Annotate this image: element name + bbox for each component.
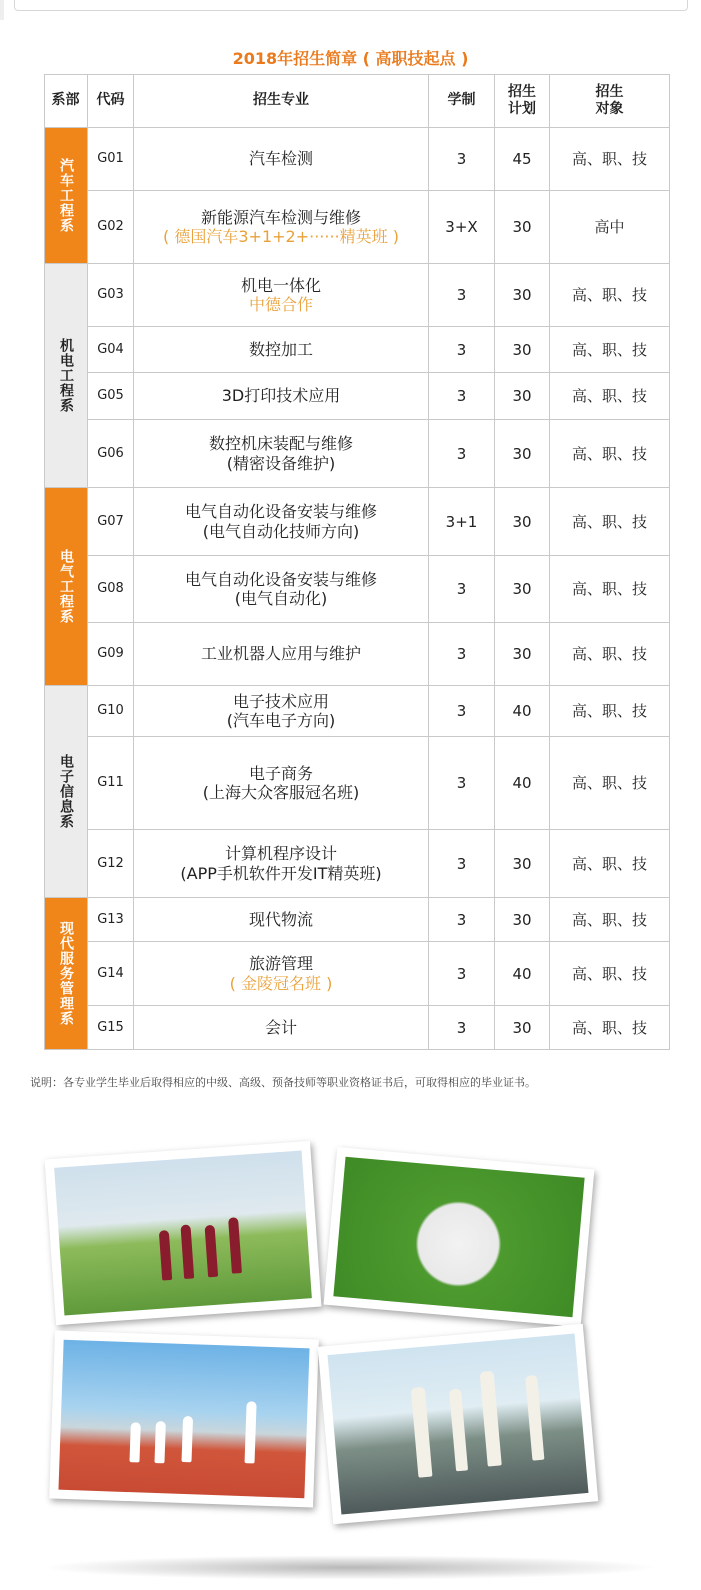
row-8-target: [550, 556, 670, 623]
row-12-code: [88, 830, 134, 898]
dept-4: [45, 686, 88, 898]
target-text: 高、职、技: [571, 512, 647, 531]
major-subtitle: ( 金陵冠名班 ): [229, 973, 333, 993]
plan-text: 30: [512, 580, 532, 598]
footnote: 说明：各专业学生毕业后取得相应的中级、高级、预备技师等职业资格证书后，可取得相应的毕业证书。: [30, 1076, 536, 1089]
years-text: 3: [456, 964, 467, 983]
row-6-target: [550, 420, 670, 488]
row-11-code: [88, 737, 134, 830]
code-text: G15: [97, 1019, 124, 1035]
major-text: 电气自动化设备安装与维修: [184, 502, 377, 522]
target-text: 高、职、技: [571, 286, 647, 304]
target-text: 高、职、技: [571, 1018, 647, 1037]
years-text: 3: [456, 580, 467, 598]
major-text: 机电一体化: [240, 275, 321, 295]
years-text: 3+X: [445, 218, 478, 236]
years-text: 3+1: [445, 512, 478, 531]
major-subtitle: (APP手机软件开发IT精英班): [180, 863, 382, 883]
major-subtitle: (汽车电子方向): [226, 711, 336, 730]
row-9-major: [134, 623, 429, 686]
row-10-major: [134, 686, 429, 737]
code-text: G05: [97, 388, 124, 404]
dept-label: 现代服务管理系: [58, 921, 74, 1026]
row-14-years: [429, 942, 495, 1006]
major-subtitle: (电气自动化技师方向): [202, 521, 360, 541]
target-text: 高、职、技: [571, 910, 647, 929]
row-15-major: [134, 1006, 429, 1050]
row-5-major: [134, 373, 429, 420]
target-text: 高、职、技: [571, 580, 647, 598]
years-text: 3: [456, 150, 467, 168]
major-text: 3D打印技术应用: [221, 386, 341, 406]
code-text: G07: [97, 513, 124, 529]
left-edge: [0, 0, 4, 20]
row-4-major: [134, 327, 429, 373]
years-text: 3: [456, 854, 467, 873]
photo-students-campus: [318, 1324, 599, 1525]
header-label: 招生专业: [253, 92, 309, 109]
years-text: 3: [456, 702, 467, 720]
row-12-major: [134, 830, 429, 898]
plan-text: 30: [512, 1018, 532, 1037]
row-1-plan: [495, 128, 550, 191]
row-1-code: [88, 128, 134, 191]
row-1-target: [550, 128, 670, 191]
row-10-years: [429, 686, 495, 737]
code-text: G04: [97, 341, 124, 357]
header-label: 招生对象: [595, 83, 624, 117]
major-subtitle: (精密设备维护): [226, 453, 336, 473]
row-8-major: [134, 556, 429, 623]
plan-text: 40: [512, 774, 532, 792]
row-14-code: [88, 942, 134, 1006]
target-text: 高、职、技: [571, 645, 647, 663]
row-3-target: [550, 264, 670, 327]
plan-text: 30: [512, 854, 532, 873]
row-14-major: [134, 942, 429, 1006]
plan-text: 45: [512, 150, 532, 168]
row-2-major: [134, 191, 429, 264]
years-text: 3: [456, 774, 467, 792]
major-subtitle: ( 德国汽车3+1+2+······精英班 ): [163, 227, 399, 246]
major-text: 现代物流: [248, 909, 313, 929]
dept-2: [45, 264, 88, 488]
major-text: 工业机器人应用与维护: [200, 644, 361, 664]
dept-5: [45, 898, 88, 1050]
row-2-plan: [495, 191, 550, 264]
code-text: G02: [97, 219, 124, 235]
row-14-target: [550, 942, 670, 1006]
row-9-plan: [495, 623, 550, 686]
row-15-plan: [495, 1006, 550, 1050]
row-9-code: [88, 623, 134, 686]
plan-text: 30: [512, 645, 532, 663]
page-title: 2018年招生简章 ( 高职技起点 ): [232, 49, 469, 68]
major-text: 会计: [264, 1017, 297, 1037]
target-text: 高、职、技: [571, 150, 647, 168]
major-text: 计算机程序设计: [224, 844, 337, 864]
row-2-target: [550, 191, 670, 264]
row-11-target: [550, 737, 670, 830]
row-12-years: [429, 830, 495, 898]
dept-label: 电子信息系: [58, 754, 74, 829]
header-dept: [44, 74, 88, 128]
header-plan: [495, 74, 550, 128]
header-label: 学制: [447, 92, 476, 109]
row-13-plan: [495, 898, 550, 942]
code-text: G01: [97, 151, 124, 167]
row-2-years: [429, 191, 495, 264]
row-10-target: [550, 686, 670, 737]
photo-students-walking: [45, 1141, 322, 1325]
major-text: 数控机床装配与维修: [208, 434, 353, 454]
years-text: 3: [456, 1018, 467, 1037]
plan-text: 30: [512, 444, 532, 463]
row-13-years: [429, 898, 495, 942]
row-15-code: [88, 1006, 134, 1050]
major-text: 电子技术应用: [232, 691, 329, 711]
dept-label: 汽车工程系: [58, 158, 74, 233]
row-3-code: [88, 264, 134, 327]
row-7-target: [550, 488, 670, 556]
major-text: 电气自动化设备安装与维修: [184, 569, 377, 589]
code-text: G08: [97, 581, 124, 597]
code-text: G11: [97, 775, 124, 791]
plan-text: 30: [512, 387, 532, 405]
target-text: 高、职、技: [571, 774, 647, 792]
header-label: 代码: [96, 92, 125, 109]
plan-text: 40: [512, 964, 532, 983]
row-7-major: [134, 488, 429, 556]
years-text: 3: [456, 340, 467, 359]
row-15-years: [429, 1006, 495, 1050]
row-3-plan: [495, 264, 550, 327]
code-text: G10: [97, 703, 124, 719]
row-3-years: [429, 264, 495, 327]
header-label: 招生计划: [507, 83, 536, 117]
row-5-years: [429, 373, 495, 420]
dept-label: 机电工程系: [58, 338, 74, 413]
row-1-major: [134, 128, 429, 191]
row-2-code: [88, 191, 134, 264]
target-text: 高中: [594, 218, 625, 236]
row-8-code: [88, 556, 134, 623]
code-text: G03: [97, 287, 124, 303]
row-5-code: [88, 373, 134, 420]
code-text: G13: [97, 911, 124, 927]
top-card-edge: [14, 0, 688, 11]
row-9-target: [550, 623, 670, 686]
years-text: 3: [456, 645, 467, 663]
row-6-years: [429, 420, 495, 488]
row-6-major: [134, 420, 429, 488]
row-10-code: [88, 686, 134, 737]
target-text: 高、职、技: [571, 387, 647, 405]
major-subtitle: 中德合作: [248, 295, 313, 314]
row-6-code: [88, 420, 134, 488]
target-text: 高、职、技: [571, 340, 647, 359]
photo-students-lying-grass: [324, 1147, 595, 1327]
row-15-target: [550, 1006, 670, 1050]
header-years: [429, 74, 495, 128]
header-major: [134, 74, 429, 128]
major-text: 电子商务: [248, 763, 313, 783]
row-9-years: [429, 623, 495, 686]
major-subtitle: (上海大众客服冠名班): [202, 783, 360, 802]
plan-text: 30: [512, 512, 532, 531]
row-4-years: [429, 327, 495, 373]
years-text: 3: [456, 910, 467, 929]
row-4-plan: [495, 327, 550, 373]
row-8-years: [429, 556, 495, 623]
row-12-target: [550, 830, 670, 898]
code-text: G09: [97, 646, 124, 662]
major-text: 新能源汽车检测与维修: [200, 207, 361, 227]
years-text: 3: [456, 444, 467, 463]
header-target: [550, 74, 670, 128]
row-11-years: [429, 737, 495, 830]
photo-students-running-track: [49, 1330, 319, 1507]
row-13-major: [134, 898, 429, 942]
target-text: 高、职、技: [571, 702, 647, 720]
dept-3: [45, 488, 88, 686]
code-text: G12: [97, 855, 124, 871]
plan-text: 30: [512, 910, 532, 929]
years-text: 3: [456, 387, 467, 405]
target-text: 高、职、技: [571, 444, 647, 463]
row-4-code: [88, 327, 134, 373]
row-13-code: [88, 898, 134, 942]
row-7-code: [88, 488, 134, 556]
target-text: 高、职、技: [571, 854, 647, 873]
code-text: G14: [97, 965, 124, 981]
header-code: [88, 74, 134, 128]
collage-shadow: [40, 1555, 660, 1580]
major-text: 数控加工: [248, 339, 313, 359]
plan-text: 30: [512, 218, 532, 236]
plan-text: 30: [512, 340, 532, 359]
row-6-plan: [495, 420, 550, 488]
row-5-target: [550, 373, 670, 420]
top-frame: [0, 0, 701, 20]
dept-label: 电气工程系: [58, 549, 74, 624]
row-12-plan: [495, 830, 550, 898]
row-13-target: [550, 898, 670, 942]
row-11-plan: [495, 737, 550, 830]
plan-text: 30: [512, 286, 532, 304]
row-14-plan: [495, 942, 550, 1006]
row-7-plan: [495, 488, 550, 556]
row-1-years: [429, 128, 495, 191]
row-3-major: [134, 264, 429, 327]
dept-1: [45, 128, 88, 264]
major-subtitle: (电气自动化): [234, 589, 328, 608]
code-text: G06: [97, 445, 124, 461]
target-text: 高、职、技: [571, 964, 647, 983]
years-text: 3: [456, 286, 467, 304]
major-text: 旅游管理: [248, 954, 313, 974]
row-5-plan: [495, 373, 550, 420]
row-8-plan: [495, 556, 550, 623]
row-4-target: [550, 327, 670, 373]
row-10-plan: [495, 686, 550, 737]
major-text: 汽车检测: [248, 149, 313, 169]
row-11-major: [134, 737, 429, 830]
plan-text: 40: [512, 702, 532, 720]
header-label: 系部: [51, 92, 80, 109]
row-7-years: [429, 488, 495, 556]
